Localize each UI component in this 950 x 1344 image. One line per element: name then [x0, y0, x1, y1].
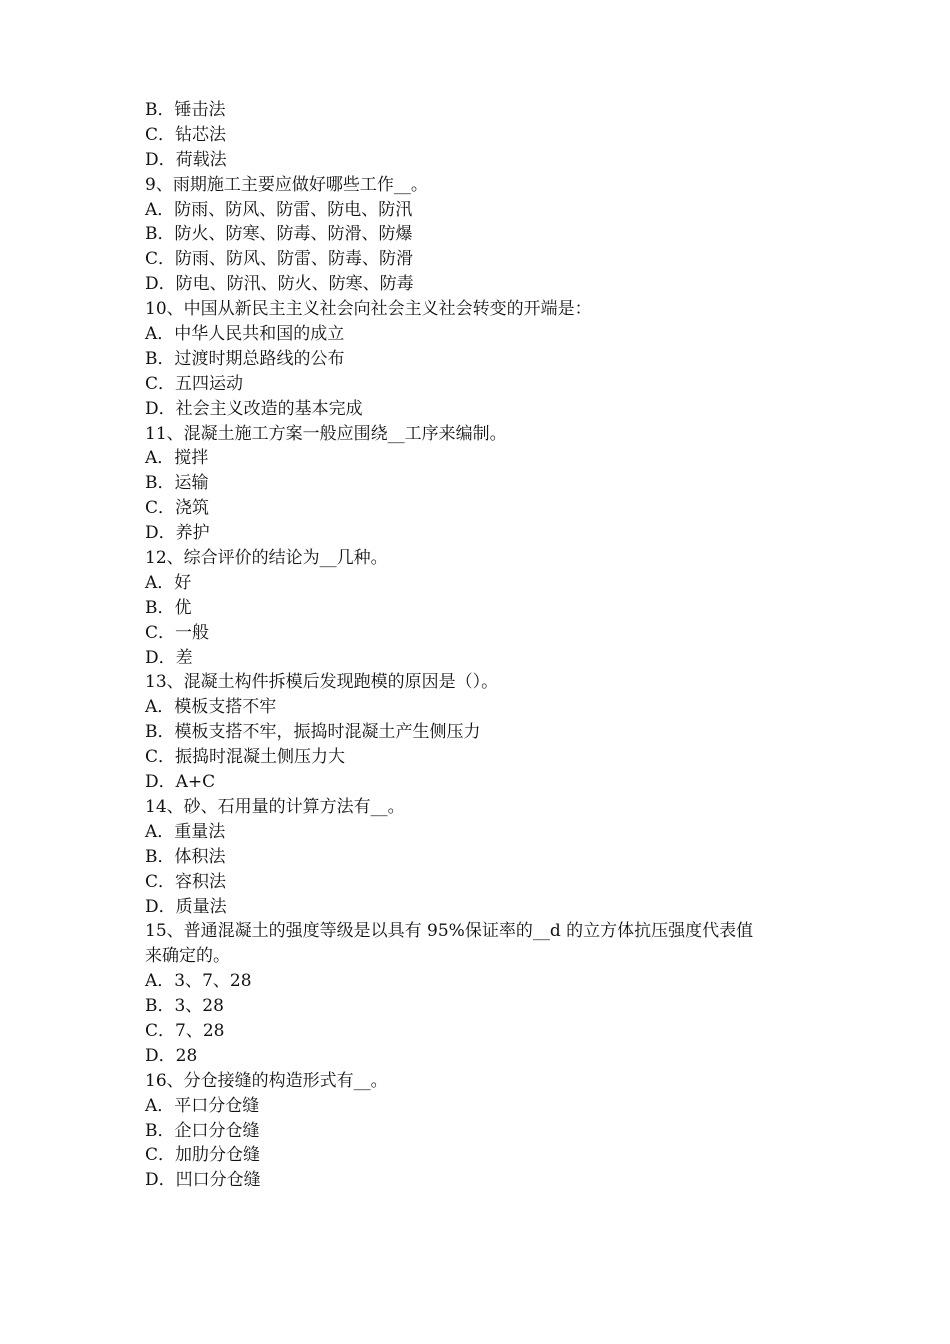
document-page [145, 98, 825, 1193]
text-line: D．A+C [145, 772, 216, 793]
question-line: 12、综合评价的结论为__几种。 [145, 548, 388, 569]
question-line: 11、混凝土施工方案一般应围绕__工序来编制。 [145, 423, 507, 444]
text-line: B．体积法 [145, 846, 226, 867]
text-line: A．中华人民共和国的成立 [145, 324, 345, 345]
text-line: D．防电、防汛、防火、防寒、防毒 [145, 274, 414, 295]
text-line: C．浇筑 [145, 498, 210, 519]
text-line: D．社会主义改造的基本完成 [145, 398, 363, 419]
text-line: A．重量法 [145, 821, 226, 842]
text-line: A．防雨、防风、防雷、防电、防汛 [145, 199, 413, 220]
text-line: B．锤击法 [145, 100, 226, 120]
text-line: C．加肋分仓缝 [145, 1145, 261, 1166]
text-line: C．振捣时混凝土侧压力大 [145, 747, 346, 768]
text-line: C．7、28 [145, 1020, 225, 1041]
text-line: A．模板支搭不牢 [145, 697, 277, 718]
text-line: A．平口分仓缝 [145, 1095, 260, 1116]
text-line: C．防雨、防风、防雷、防毒、防滑 [145, 249, 414, 270]
text-line: B．模板支搭不牢，振捣时混凝土产生侧压力 [145, 722, 481, 743]
text-line: C．一般 [145, 622, 210, 643]
text-line: A．搅拌 [145, 448, 209, 469]
text-line: C．容积法 [145, 871, 227, 892]
text-line: B．3、28 [145, 996, 224, 1017]
text-line: B．企口分仓缝 [145, 1120, 260, 1141]
text-line: B．过渡时期总路线的公布 [145, 348, 345, 369]
text-line: D．质量法 [145, 896, 227, 917]
question-line: 16、分仓接缝的构造形式有__。 [145, 1070, 388, 1091]
question-line: 10、中国从新民主主义社会向社会主义社会转变的开端是： [145, 299, 592, 320]
text-line: B．防火、防寒、防毒、防滑、防爆 [145, 224, 413, 245]
text-line: C．钻芯法 [145, 124, 227, 145]
text-line: D．凹口分仓缝 [145, 1170, 261, 1191]
text-line: C．五四运动 [145, 373, 244, 394]
question-line: 15、普通混凝土的强度等级是以具有 95%保证率的__d 的立方体抗压强度代表值 [145, 921, 754, 942]
text-line: D．28 [145, 1045, 198, 1066]
text-line: D．差 [145, 647, 193, 668]
question-line: 14、砂、石用量的计算方法有__。 [145, 796, 405, 817]
text-line: D．养护 [145, 523, 210, 544]
text-line: A．好 [145, 572, 192, 593]
text-line: A．3、7、28 [145, 971, 252, 992]
text-line: B．优 [145, 597, 192, 618]
text-line: 来确定的。 [145, 946, 230, 967]
question-line: 13、混凝土构件拆模后发现跑模的原因是（）。 [145, 672, 499, 693]
text-line: B．运输 [145, 473, 209, 494]
text-line: D．荷载法 [145, 149, 227, 170]
question-line: 9、雨期施工主要应做好哪些工作__。 [145, 174, 428, 195]
